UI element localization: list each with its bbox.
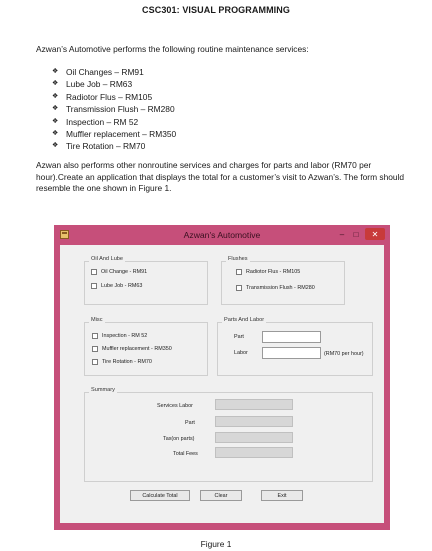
radiator-flush-checkbox[interactable]: Radiotor Flus - RM105 xyxy=(236,269,300,275)
misc-label: Misc xyxy=(91,317,103,323)
bullet-icon: ❖ xyxy=(52,117,59,125)
part-label: Part xyxy=(234,334,244,340)
flushes-label: Flushes xyxy=(228,256,248,262)
summary-label: Summary xyxy=(91,387,115,393)
bullet-icon: ❖ xyxy=(52,105,59,113)
bullet-icon: ❖ xyxy=(52,68,59,75)
parts-labor-label: Parts And Labor xyxy=(224,317,265,323)
list-item: ❖ Inspection – RM 52 xyxy=(52,116,139,127)
part-input[interactable] xyxy=(262,331,321,343)
services-list xyxy=(52,66,176,153)
bullet-icon: ❖ xyxy=(52,130,59,138)
labor-rate-hint: (RM70 per hour) xyxy=(324,351,364,357)
total-fees-label: Total Fees xyxy=(173,451,198,457)
exit-button[interactable]: Exit xyxy=(261,490,303,501)
tax-label: Tax(on parts) xyxy=(163,436,195,442)
maximize-button[interactable]: □ xyxy=(353,229,359,239)
part-total-label: Part xyxy=(185,420,195,426)
bullet-icon: ❖ xyxy=(52,142,59,150)
oil-change-checkbox[interactable]: Oil Change - RM91 xyxy=(91,269,147,275)
app-window xyxy=(54,225,390,530)
tax-output xyxy=(215,432,293,443)
summary-group xyxy=(84,387,373,482)
total-fees-output xyxy=(215,447,293,458)
list-item: ❖ Transmission Flush – RM280 xyxy=(52,104,175,115)
list-item: ❖ Oil Changes – RM91 xyxy=(52,67,144,77)
title-bar[interactable] xyxy=(54,225,390,245)
labor-label: Labor xyxy=(234,350,248,356)
bullet-icon: ❖ xyxy=(52,92,59,100)
services-labor-label: Services Labor xyxy=(157,403,193,409)
bullet-icon: ❖ xyxy=(52,80,59,88)
tire-rotation-checkbox[interactable]: Tire Rotation - RM70 xyxy=(92,359,152,365)
list-item: ❖ Tire Rotation – RM70 xyxy=(52,141,146,152)
transmission-flush-checkbox[interactable]: Transmission Flush - RM280 xyxy=(236,285,315,291)
misc-group xyxy=(84,317,208,376)
oil-lube-group xyxy=(84,256,208,305)
lube-job-checkbox[interactable]: Lube Job - RM63 xyxy=(91,283,142,289)
instructions-paragraph: Azwan also performs other nonroutine services and charges for parts and labor (RM70 per hour).Create an application that displays the total for a customer’s visit to Azwan’s. The form should resemble the one shown in Figure 1. xyxy=(36,160,405,194)
close-button[interactable]: ✕ xyxy=(365,228,385,240)
figure-caption: Figure 1 xyxy=(200,539,232,549)
services-labor-output xyxy=(215,399,293,410)
minimize-button[interactable]: – xyxy=(339,229,345,239)
list-item: ❖ Radiotor Flus – RM105 xyxy=(52,91,153,102)
labor-input[interactable] xyxy=(262,347,321,359)
intro-text: Azwan’s Automotive performs the following routine maintenance services: xyxy=(36,44,309,54)
muffler-replacement-checkbox[interactable]: Muffler replacement - RM350 xyxy=(92,346,172,352)
form-client-area xyxy=(60,245,384,523)
inspection-checkbox[interactable]: Inspection - RM 52 xyxy=(92,333,147,339)
calculate-total-button[interactable]: Calculate Total xyxy=(130,490,190,501)
page-title: CSC301: VISUAL PROGRAMMING xyxy=(142,5,290,15)
flushes-group xyxy=(221,256,345,305)
list-item: ❖ Lube Job – RM63 xyxy=(52,79,133,90)
list-item: ❖ Muffler replacement – RM350 xyxy=(52,129,177,140)
clear-button[interactable]: Clear xyxy=(200,490,242,501)
part-total-output xyxy=(215,416,293,427)
window-title: Azwan's Automotive xyxy=(183,230,261,240)
oil-lube-label: Oil And Lube xyxy=(91,256,124,262)
parts-labor-group xyxy=(217,317,373,376)
